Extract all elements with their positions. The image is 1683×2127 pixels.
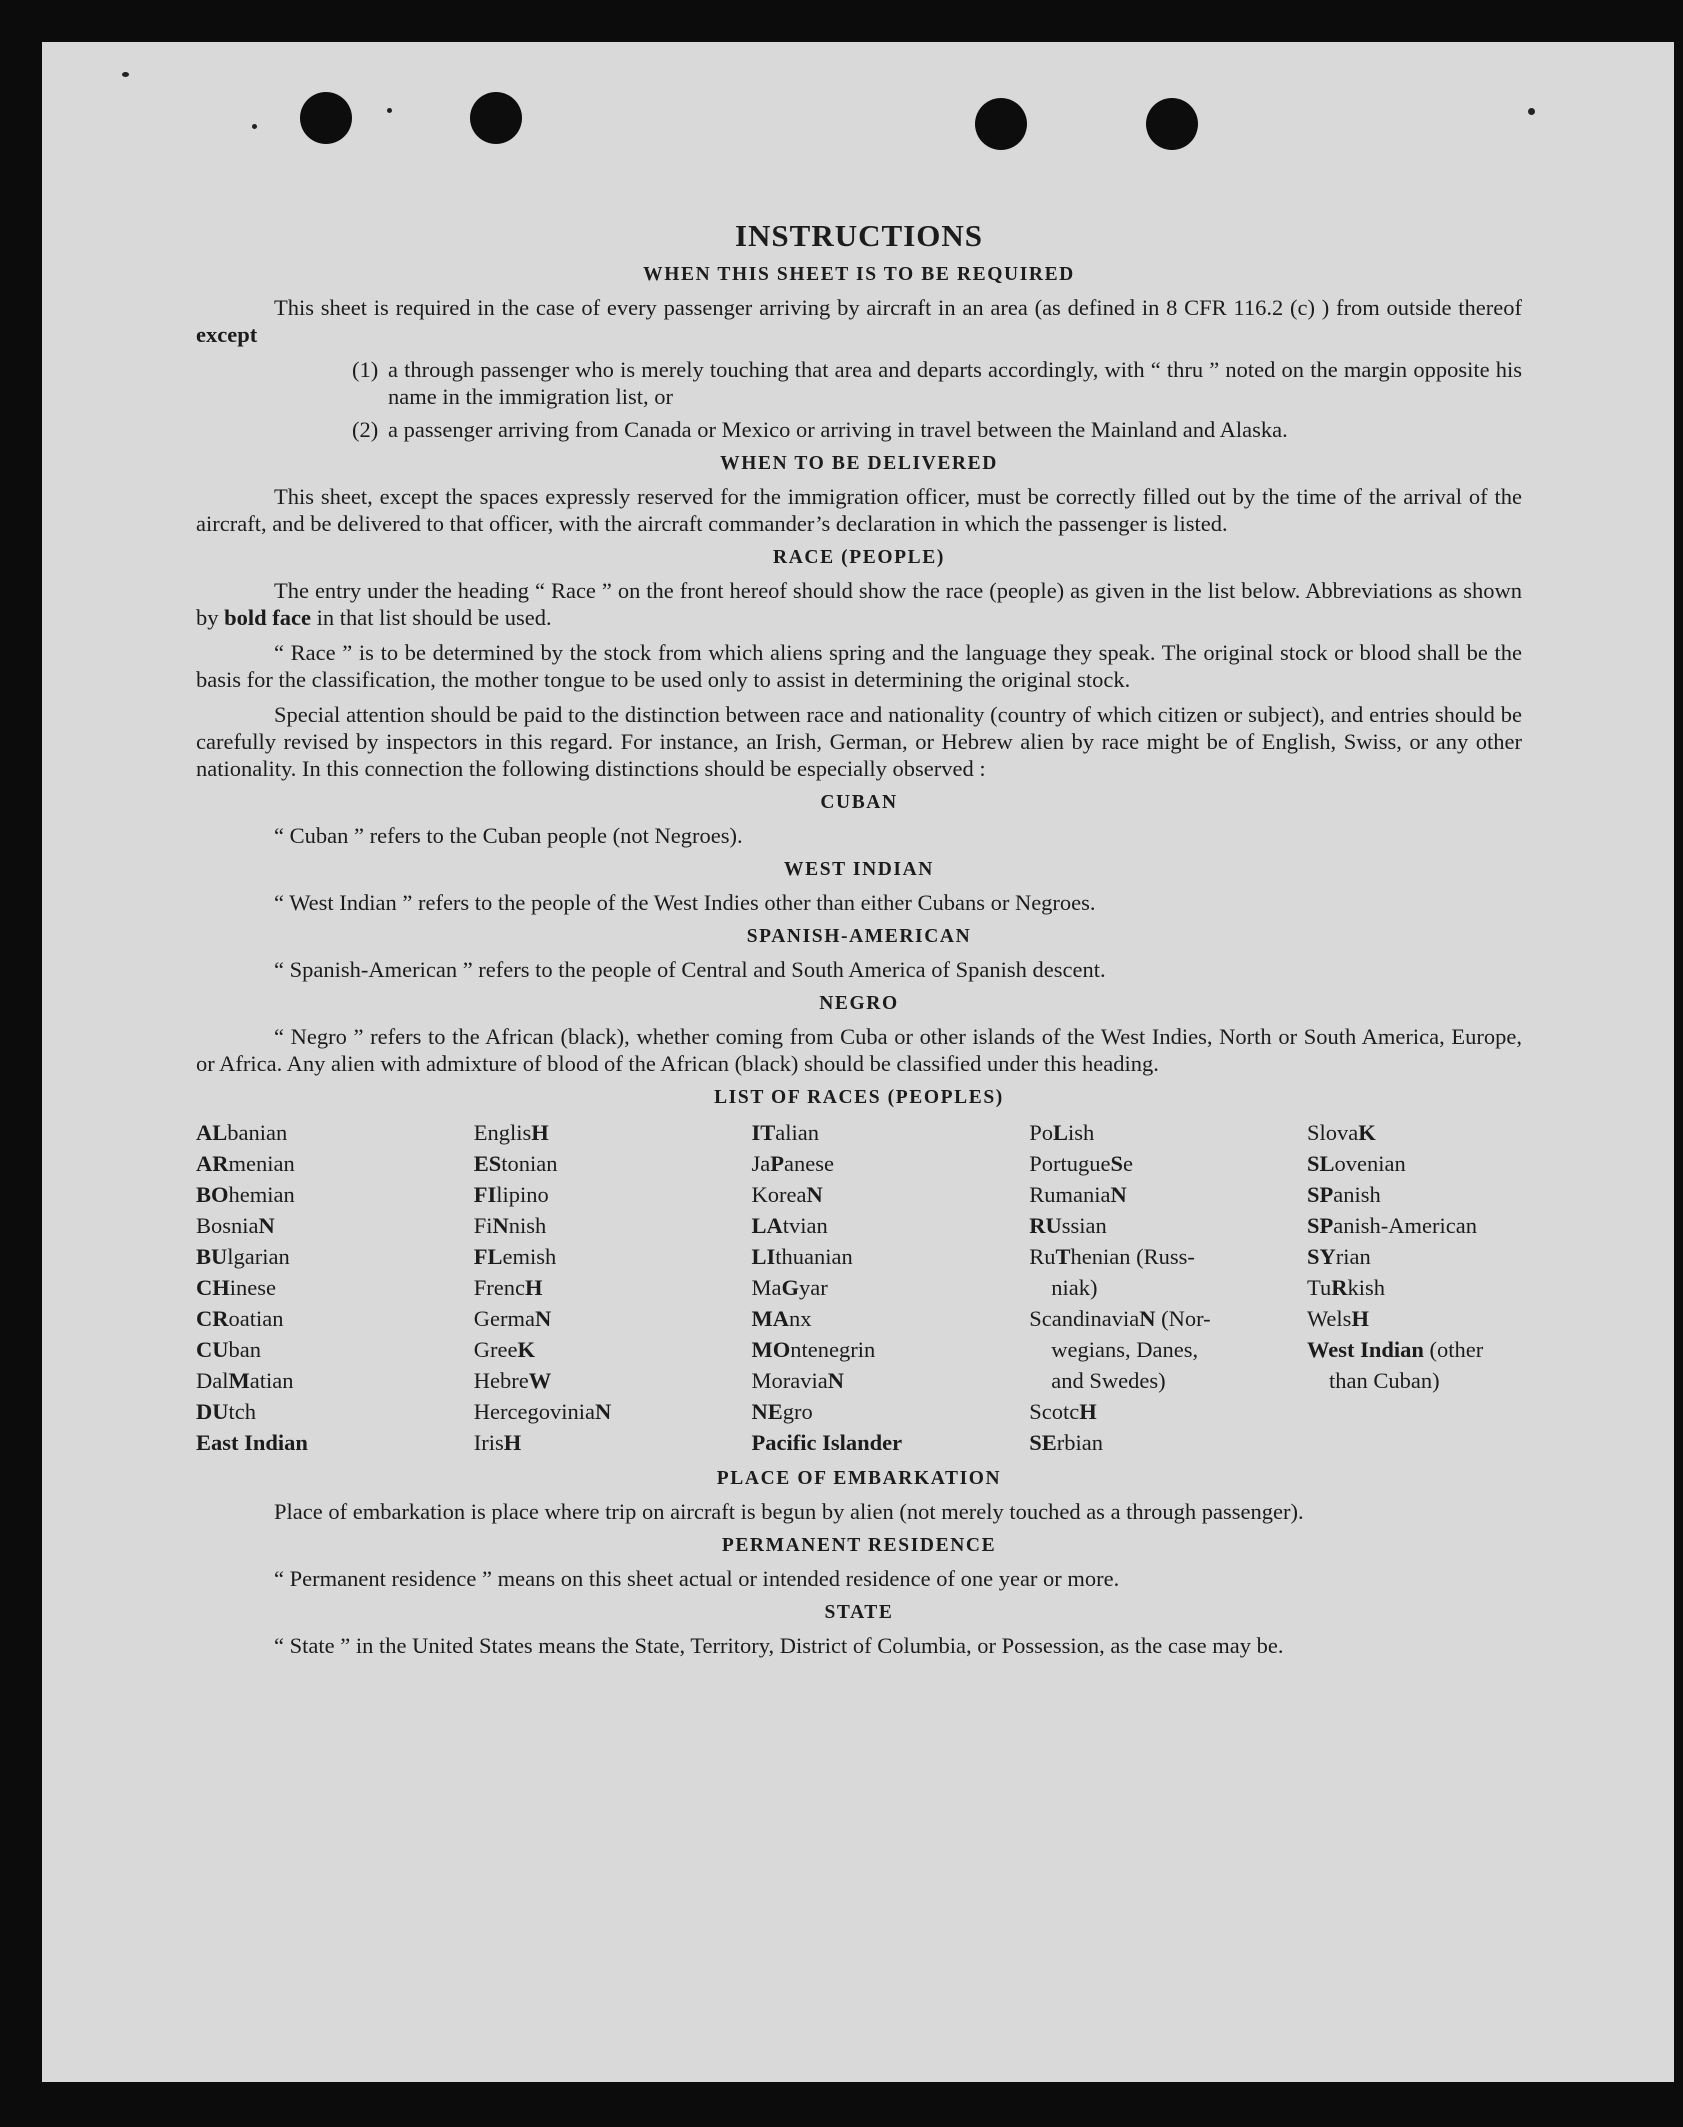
race-item: MoraviaN: [751, 1368, 844, 1393]
delivered-text: This sheet, except the spaces expressly reserved for the immigration officer, must be correctly filled out by the time of the arrival of the aircraft, and be delivered to that officer, with the aircraft commander’s declaration in which the passenger is listed.: [196, 484, 1522, 536]
heading-list-of-races: LIST OF RACES (PEOPLES): [714, 1087, 1004, 1108]
page-title: INSTRUCTIONS: [734, 218, 983, 253]
race-item: KoreaN: [751, 1182, 823, 1207]
race-item: SErbian: [1029, 1430, 1104, 1455]
required-intro: This sheet is required in the case of every passenger arriving by aircraft in an area (as defined in 8 CFR 116.2 (c) ) from outside thereof except: [196, 295, 1522, 347]
race-item: SlovaK: [1307, 1120, 1376, 1145]
race-item: ARmenian: [196, 1151, 295, 1176]
race-item: Pacific Islander: [751, 1430, 903, 1455]
race-column: [196, 1117, 441, 1458]
race-item: ITalian: [751, 1120, 819, 1145]
punch-hole: [1146, 98, 1198, 150]
race-item: PortugueSe: [1029, 1151, 1134, 1176]
heading-spanish-american: SPANISH-AMERICAN: [746, 926, 972, 947]
punch-hole: [975, 98, 1027, 150]
race-list: [196, 1117, 1522, 1458]
race-item: BUlgarian: [196, 1244, 290, 1269]
race-item: ALbanian: [196, 1120, 288, 1145]
punch-hole: [300, 92, 352, 144]
race-paragraph-1: The entry under the heading “ Race ” on the front hereof should show the race (people) as given in the list below. Abbreviations as shown by bold face in that list should be used.: [196, 578, 1522, 630]
heading-race: RACE (PEOPLE): [773, 547, 945, 568]
heading-permanent-residence: PERMANENT RESIDENCE: [721, 1535, 997, 1556]
race-item: JaPanese: [751, 1151, 834, 1176]
race-item: EStonian: [473, 1151, 558, 1176]
race-item: West Indian (other than Cuban): [1307, 1337, 1484, 1393]
race-item: MOntenegrin: [751, 1337, 876, 1362]
race-item: DUtch: [196, 1399, 256, 1424]
race-item: SPanish-American: [1307, 1213, 1477, 1238]
spanish-american-text: “ Spanish-American ” refers to the people of Central and South America of Spanish descent.: [274, 957, 1106, 982]
heading-negro: NEGRO: [819, 993, 899, 1014]
race-item: DalMatian: [196, 1368, 294, 1393]
required-item: (1) a through passenger who is merely touching that area and departs accordingly, with “ thru ” noted on the margin opposite his name in the immigration list, or: [352, 357, 1522, 409]
speck: [387, 108, 392, 113]
race-item: LIthuanian: [751, 1244, 853, 1269]
race-item: NEgro: [751, 1399, 813, 1424]
race-item: FrencH: [473, 1275, 543, 1300]
punch-hole: [470, 92, 522, 144]
west-indian-text: “ West Indian ” refers to the people of the West Indies other than either Cubans or Negroes.: [274, 890, 1096, 915]
heading-state: STATE: [824, 1602, 894, 1623]
race-item: EnglisH: [473, 1120, 549, 1145]
negro-text: “ Negro ” refers to the African (black), whether coming from Cuba or other islands of the West Indies, North or South America, Europe, or Africa. Any alien with admixture of blood of the African (black) should be classified under this heading.: [196, 1024, 1522, 1076]
race-item: ScotcH: [1029, 1399, 1097, 1424]
cuban-text: “ Cuban ” refers to the Cuban people (not Negroes).: [274, 823, 743, 848]
race-item: BosniaN: [196, 1213, 275, 1238]
race-item: FIlipino: [473, 1182, 549, 1207]
race-item: SYrian: [1307, 1244, 1371, 1269]
speck: [1528, 108, 1535, 115]
race-item: RUssian: [1029, 1213, 1107, 1238]
state-text: “ State ” in the United States means the State, Territory, District of Columbia, or Possession, as the case may be.: [274, 1633, 1284, 1658]
race-item: BOhemian: [196, 1182, 295, 1207]
race-item: MaGyar: [751, 1275, 828, 1300]
heading-delivered: WHEN TO BE DELIVERED: [720, 453, 998, 474]
race-item: TuRkish: [1307, 1275, 1385, 1300]
race-paragraph-3: Special attention should be paid to the distinction between race and nationality (country of which citizen or subject), and entries should be carefully revised by inspectors in this regard. For instance, an Irish, German, or Hebrew alien by race might be of English, Swiss, or any other nationality. In this connection the following distinctions should be especially observed :: [196, 702, 1522, 781]
instructions-content: [196, 170, 1522, 1667]
race-column: [474, 1117, 719, 1458]
race-item: FiNnish: [473, 1213, 547, 1238]
race-item: East Indian: [196, 1430, 308, 1455]
race-column: [1307, 1117, 1522, 1458]
speck: [252, 124, 257, 129]
race-item: HercegoviniaN: [473, 1399, 612, 1424]
race-item: CRoatian: [196, 1306, 284, 1331]
heading-cuban: CUBAN: [820, 792, 898, 813]
race-item: GermaN: [473, 1306, 552, 1331]
race-item: SPanish: [1307, 1182, 1381, 1207]
permanent-residence-text: “ Permanent residence ” means on this sheet actual or intended residence of one year or more.: [274, 1566, 1120, 1591]
race-item: RuThenian (Russ- niak): [1029, 1244, 1195, 1300]
race-item: CHinese: [196, 1275, 276, 1300]
race-item: LAtvian: [751, 1213, 828, 1238]
race-item: CUban: [196, 1337, 261, 1362]
race-item: HebreW: [473, 1368, 552, 1393]
speck: [122, 72, 129, 77]
race-paragraph-2: “ Race ” is to be determined by the stock from which aliens spring and the language they speak. The original stock or blood shall be the basis for the classification, the mother tongue to be used only to assist in determining the original stock.: [196, 640, 1522, 692]
heading-embarkation: PLACE OF EMBARKATION: [716, 1468, 1002, 1489]
embarkation-text: Place of embarkation is place where trip on aircraft is begun by alien (not merely touched as a through passenger).: [274, 1499, 1304, 1524]
required-item: (2) a passenger arriving from Canada or Mexico or arriving in travel between the Mainland and Alaska.: [352, 417, 1288, 442]
race-column: [1029, 1117, 1274, 1458]
heading-west-indian: WEST INDIAN: [784, 859, 934, 880]
race-item: MAnx: [751, 1306, 812, 1331]
race-item: RumaniaN: [1029, 1182, 1127, 1207]
race-item: PoLish: [1029, 1120, 1095, 1145]
race-item: ScandinaviaN (Nor- wegians, Danes, and Swedes): [1029, 1306, 1211, 1393]
heading-required: WHEN THIS SHEET IS TO BE REQUIRED: [643, 264, 1075, 285]
document-sheet: [42, 42, 1674, 2082]
race-item: GreeK: [473, 1337, 535, 1362]
race-column: [752, 1117, 997, 1458]
race-item: FLemish: [473, 1244, 557, 1269]
race-item: WelsH: [1307, 1306, 1369, 1331]
race-item: IrisH: [473, 1430, 522, 1455]
race-item: SLovenian: [1307, 1151, 1406, 1176]
